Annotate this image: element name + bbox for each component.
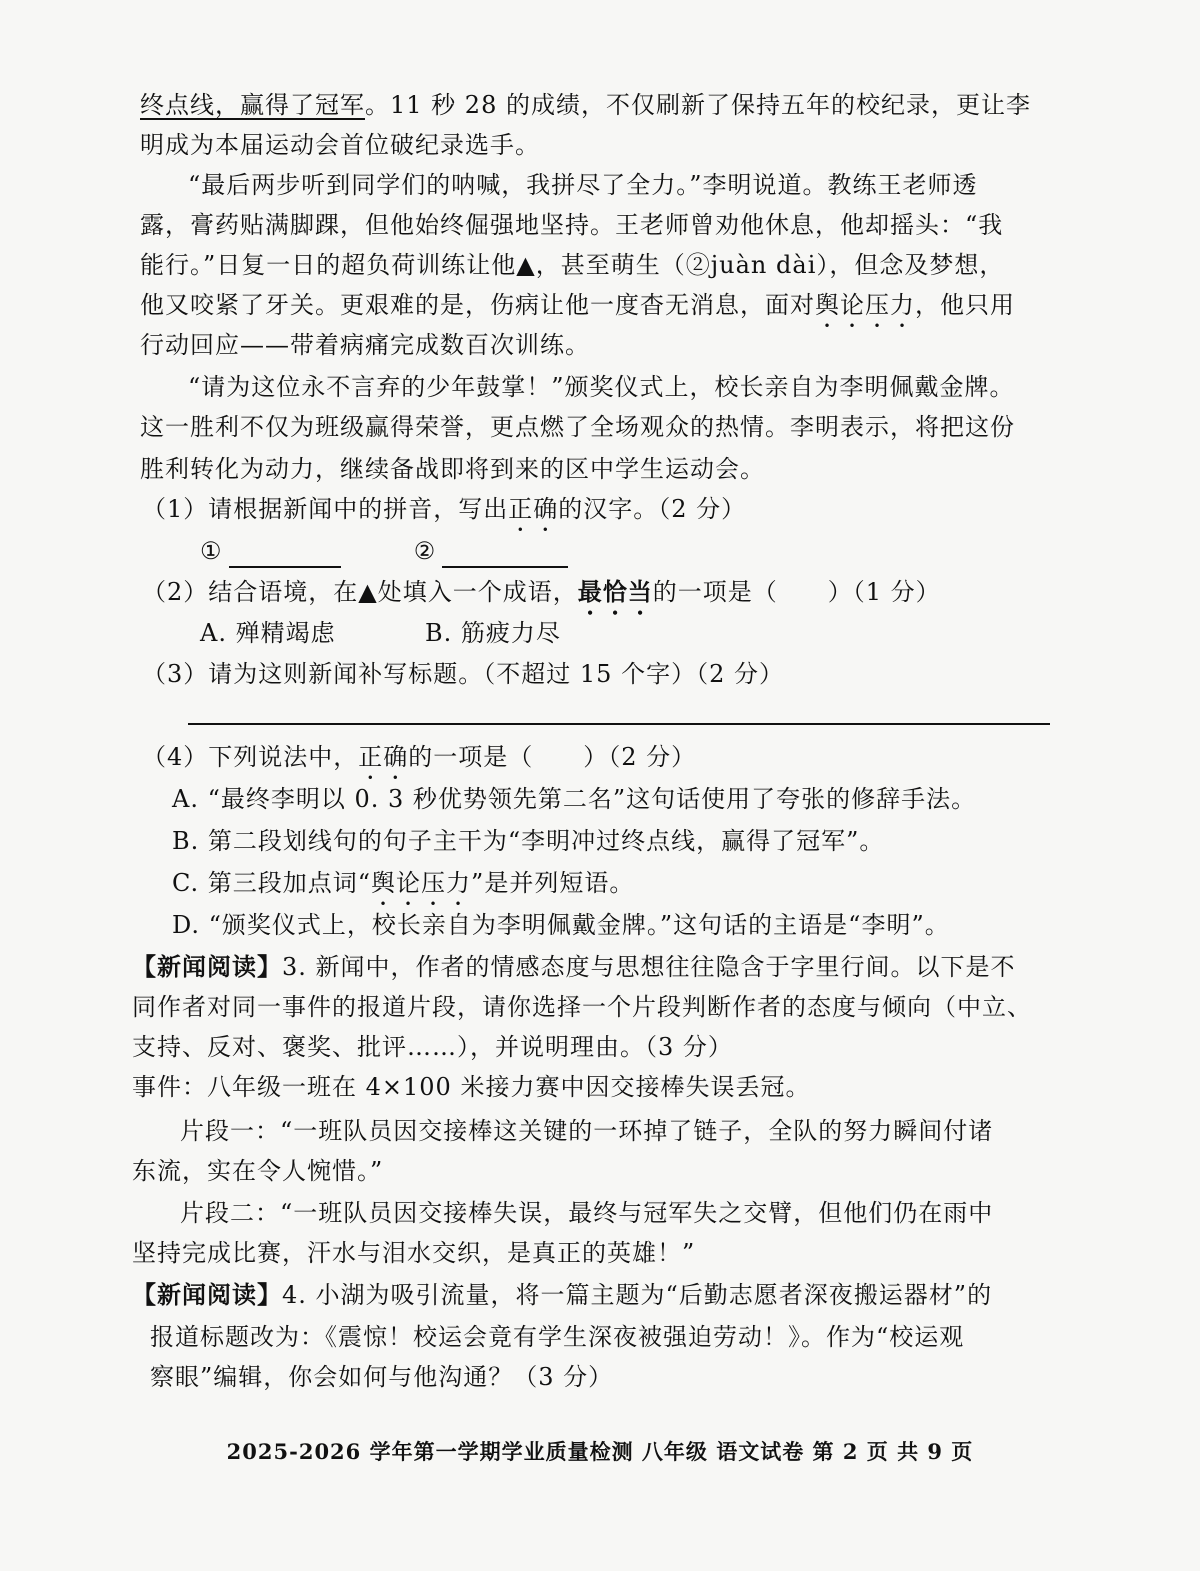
dotted-phrase: 舆论压力 <box>371 869 472 897</box>
option-a: A. “最终李明以 0. 3 秒优势领先第二名”这句话使用了夸张的修辞手法。 <box>172 785 977 813</box>
news-line: 他又咬紧了牙关。更艰难的是，伤病让他一度杳无消息，面对舆论压力，他只用 <box>140 291 1015 319</box>
answer-blank-2[interactable] <box>442 540 568 568</box>
emphasis-word: 正确 <box>508 495 559 523</box>
fragment-2: 片段二：“一班队员因交接棒失误，最终与冠军失之交臂，但他们仍在雨中 <box>180 1199 994 1227</box>
blank-2-label: ② <box>413 537 437 565</box>
section-3-line: 【新闻阅读】3. 新闻中，作者的情感态度与思想往往隐含于字里行间。以下是不 <box>132 952 1016 981</box>
question-1: （1）请根据新闻中的拼音，写出正确的汉字。（2 分） <box>142 495 747 523</box>
emphasis-word: 正确 <box>358 743 409 771</box>
news-line: 明成为本届运动会首位破纪录选手。 <box>140 131 540 159</box>
section-4-line: 察眼”编辑，你会如何与他沟通？（3 分） <box>150 1363 614 1391</box>
news-line: 能行。”日复一日的超负荷训练让他▲，甚至萌生（②juàn dài），但念及梦想， <box>140 251 1005 279</box>
answer-blank-1[interactable] <box>229 540 341 568</box>
section-3-line: 同作者对同一事件的报道片段，请你选择一个片段判断作者的态度与倾向（中立、 <box>132 993 1032 1021</box>
blank-1-label: ① <box>200 537 223 565</box>
question-3: （3）请为这则新闻补写标题。（不超过 15 个字）（2 分） <box>142 660 784 688</box>
option-a: A. 殚精竭虑 <box>200 619 336 647</box>
page-footer: 2025-2026 学年第一学期学业质量检测 八年级 语文试卷 第 2 页 共 9 页 <box>226 1439 974 1464</box>
section-4-line: 报道标题改为：《震惊！校运会竟有学生深夜被强迫劳动！》。作为“校运观 <box>150 1323 965 1351</box>
fragment-1: 片段一：“一班队员因交接棒这关键的一环掉了链子，全队的努力瞬间付诸 <box>180 1117 994 1145</box>
option-d: D. “颁奖仪式上，校长亲自为李明佩戴金牌。”这句话的主语是“李明”。 <box>172 911 950 939</box>
question-4: （4）下列说法中，正确的一项是（ ）（2 分） <box>142 743 697 771</box>
title-answer-line[interactable] <box>188 723 1050 725</box>
news-line: 终点线，赢得了冠军。11 秒 28 的成绩，不仅刷新了保持五年的校纪录，更让李 <box>140 91 1031 119</box>
event-line: 事件：八年级一班在 4×100 米接力赛中因交接棒失误丢冠。 <box>132 1073 811 1101</box>
news-line: 胜利转化为动力，继续备战即将到来的区中学生运动会。 <box>140 455 765 483</box>
news-line: 这一胜利不仅为班级赢得荣誉，更点燃了全场观众的热情。李明表示，将把这份 <box>140 413 1015 441</box>
news-line: 行动回应——带着病痛完成数百次训练。 <box>140 331 590 359</box>
section-tag: 【新闻阅读】 <box>132 1280 282 1309</box>
underlined-sentence: 终点线，赢得了冠军 <box>140 91 365 119</box>
option-b: B. 筋疲力尽 <box>425 619 561 647</box>
fragment-2: 坚持完成比赛，汗水与泪水交织，是真正的英雄！” <box>132 1239 696 1267</box>
dotted-phrase: 舆论压力 <box>815 291 915 319</box>
section-3-line: 支持、反对、褒奖、批评……），并说明理由。（3 分） <box>132 1033 733 1061</box>
option-c: C. 第三段加点词“舆论压力”是并列短语。 <box>172 869 635 897</box>
option-b: B. 第二段划线句的句子主干为“李明冲过终点线，赢得了冠军”。 <box>172 827 885 855</box>
news-line: 露，膏药贴满脚踝，但他始终倔强地坚持。王老师曾劝他休息，他却摇头：“我 <box>140 211 1004 239</box>
question-2: （2）结合语境，在▲处填入一个成语，最恰当的一项是（ ）（1 分） <box>142 577 941 606</box>
news-line: “请为这位永不言弃的少年鼓掌！”颁奖仪式上，校长亲自为李明佩戴金牌。 <box>188 373 1015 401</box>
answer-blanks <box>200 534 568 568</box>
news-line: “最后两步听到同学们的呐喊，我拼尽了全力。”李明说道。教练王老师透 <box>188 171 978 199</box>
section-4-line: 【新闻阅读】4. 小湖为吸引流量，将一篇主题为“后勤志愿者深夜搬运器材”的 <box>132 1280 993 1309</box>
section-tag: 【新闻阅读】 <box>132 952 282 981</box>
fragment-1: 东流，实在令人惋惜。” <box>132 1157 384 1185</box>
emphasis-word: 最恰当 <box>577 577 653 606</box>
